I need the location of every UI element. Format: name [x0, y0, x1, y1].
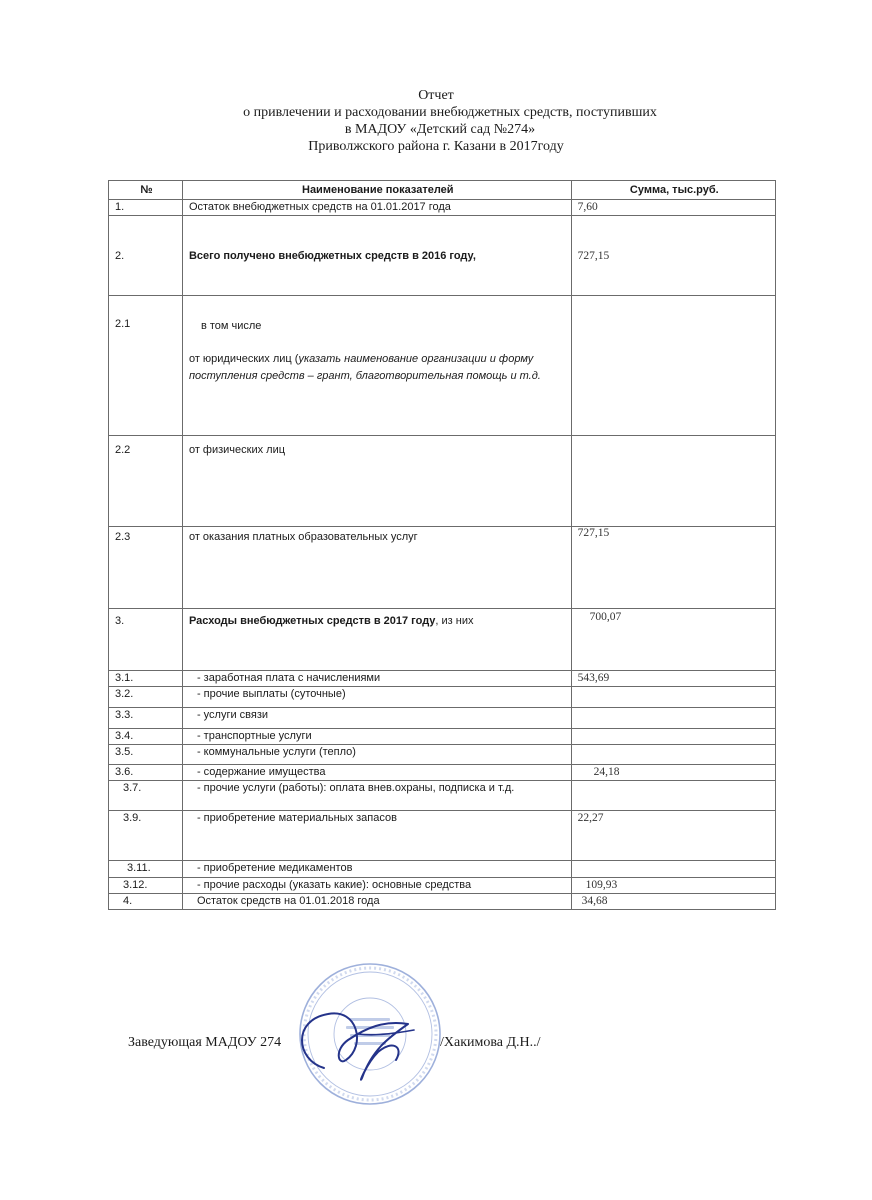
row-name: Остаток внебюджетных средств на 01.01.2017 года — [182, 200, 571, 216]
row-num-text: 2.1 — [115, 318, 131, 330]
title-line-4: Приволжского района г. Казани в 2017году — [308, 139, 564, 154]
row-sum: 7,60 — [571, 200, 775, 216]
signature-name: /Хакимова Д.Н../ — [440, 1035, 541, 1050]
row-name — [182, 527, 571, 609]
row-name-bold: Расходы внебюджетных средств в 2017 году — [188, 615, 436, 627]
table-row — [109, 708, 776, 729]
row-sum: 34,68 — [571, 894, 775, 910]
row-name — [182, 296, 571, 436]
table-row — [109, 878, 776, 894]
row-name-tail: , из них — [435, 615, 474, 627]
row-sum — [571, 609, 775, 671]
row-sum — [571, 708, 775, 729]
table-row — [109, 609, 776, 671]
row-sum — [571, 745, 775, 765]
row-name-intro: в том числе — [200, 320, 262, 332]
row-num: 3.5. — [109, 745, 183, 765]
row-num: 3.9. — [109, 811, 183, 861]
row-num: 3.1. — [109, 671, 183, 687]
row-num: 3.12. — [109, 878, 183, 894]
table-row — [109, 729, 776, 745]
report-title — [0, 87, 872, 155]
row-name: - приобретение материальных запасов — [182, 811, 571, 861]
title-line-1: Отчет — [418, 88, 454, 103]
table-row — [109, 671, 776, 687]
row-name: - коммунальные услуги (тепло) — [182, 745, 571, 765]
row-sum: 22,27 — [571, 811, 775, 861]
row-sum-text: 727,15 — [577, 527, 610, 539]
row-num-text: 2.3 — [115, 531, 131, 543]
row-num-text: 2.2 — [115, 444, 131, 456]
row-name: - содержание имущества — [182, 765, 571, 781]
row-num — [109, 527, 183, 609]
row-num: 3.6. — [109, 765, 183, 781]
row-num — [109, 609, 183, 671]
table-header-row — [109, 181, 776, 200]
table-row — [109, 811, 776, 861]
row-num: 3.4. — [109, 729, 183, 745]
table-row — [109, 200, 776, 216]
row-num — [109, 296, 183, 436]
row-num: 1. — [109, 200, 183, 216]
report-table — [108, 180, 776, 910]
row-name: - заработная плата с начислениями — [182, 671, 571, 687]
table-row — [109, 745, 776, 765]
row-name-text: Всего получено внебюджетных средств в 2016 году, — [188, 249, 476, 262]
table-row — [109, 436, 776, 527]
row-sum — [571, 216, 775, 296]
row-num-text: 2. — [115, 249, 125, 262]
row-name-text: от физических лиц — [188, 444, 286, 456]
row-name: - прочие услуги (работы): оплата внев.охраны, подписка и т.д. — [182, 781, 571, 811]
row-sum — [571, 729, 775, 745]
row-sum — [571, 436, 775, 527]
header-sum: Сумма, тыс.руб. — [571, 181, 775, 200]
row-name-detail-lead: от юридических лиц ( — [188, 353, 299, 365]
row-sum: 109,93 — [571, 878, 775, 894]
row-num: 3.2. — [109, 687, 183, 708]
row-sum: 24,18 — [571, 765, 775, 781]
row-name — [182, 436, 571, 527]
row-name — [182, 216, 571, 296]
row-name: Остаток средств на 01.01.2018 года — [182, 894, 571, 910]
row-num — [109, 436, 183, 527]
row-num: 3.7. — [109, 781, 183, 811]
row-sum — [571, 296, 775, 436]
row-sum-text: 727,15 — [577, 249, 610, 262]
title-line-3: в МАДОУ «Детский сад №274» — [344, 122, 536, 137]
handwritten-signature — [288, 990, 448, 1090]
table-row — [109, 687, 776, 708]
header-num: № — [109, 181, 183, 200]
row-name: - услуги связи — [182, 708, 571, 729]
table-row — [109, 216, 776, 296]
row-num: 3.3. — [109, 708, 183, 729]
row-name: - транспортные услуги — [182, 729, 571, 745]
title-line-2: о привлечении и расходовании внебюджетных средств, поступивших — [243, 105, 657, 120]
table-row — [109, 527, 776, 609]
signature-position: Заведующая МАДОУ 274 — [128, 1035, 282, 1050]
row-num — [109, 216, 183, 296]
row-name — [182, 609, 571, 671]
row-sum: 543,69 — [571, 671, 775, 687]
row-name: - приобретение медикаментов — [182, 861, 571, 878]
row-sum — [571, 527, 775, 609]
table-row — [109, 296, 776, 436]
row-sum — [571, 687, 775, 708]
row-name: - прочие расходы (указать какие): основные средства — [182, 878, 571, 894]
table-row — [109, 765, 776, 781]
row-name-detail-italic: указать наименование организации и форму поступления средств – грант, благотворительная помощь и т.д. — [188, 353, 541, 382]
table-row — [109, 781, 776, 811]
row-num-text: 3. — [115, 615, 125, 627]
row-sum — [571, 781, 775, 811]
row-num: 3.11. — [109, 861, 183, 878]
header-name: Наименование показателей — [182, 181, 571, 200]
row-name: - прочие выплаты (суточные) — [182, 687, 571, 708]
table-row — [109, 861, 776, 878]
row-num: 4. — [109, 894, 183, 910]
table-row — [109, 894, 776, 910]
row-sum-text: 700,07 — [589, 611, 622, 623]
row-name-detail — [189, 351, 567, 385]
row-name-text: от оказания платных образовательных услуг — [188, 531, 418, 543]
row-sum — [571, 861, 775, 878]
